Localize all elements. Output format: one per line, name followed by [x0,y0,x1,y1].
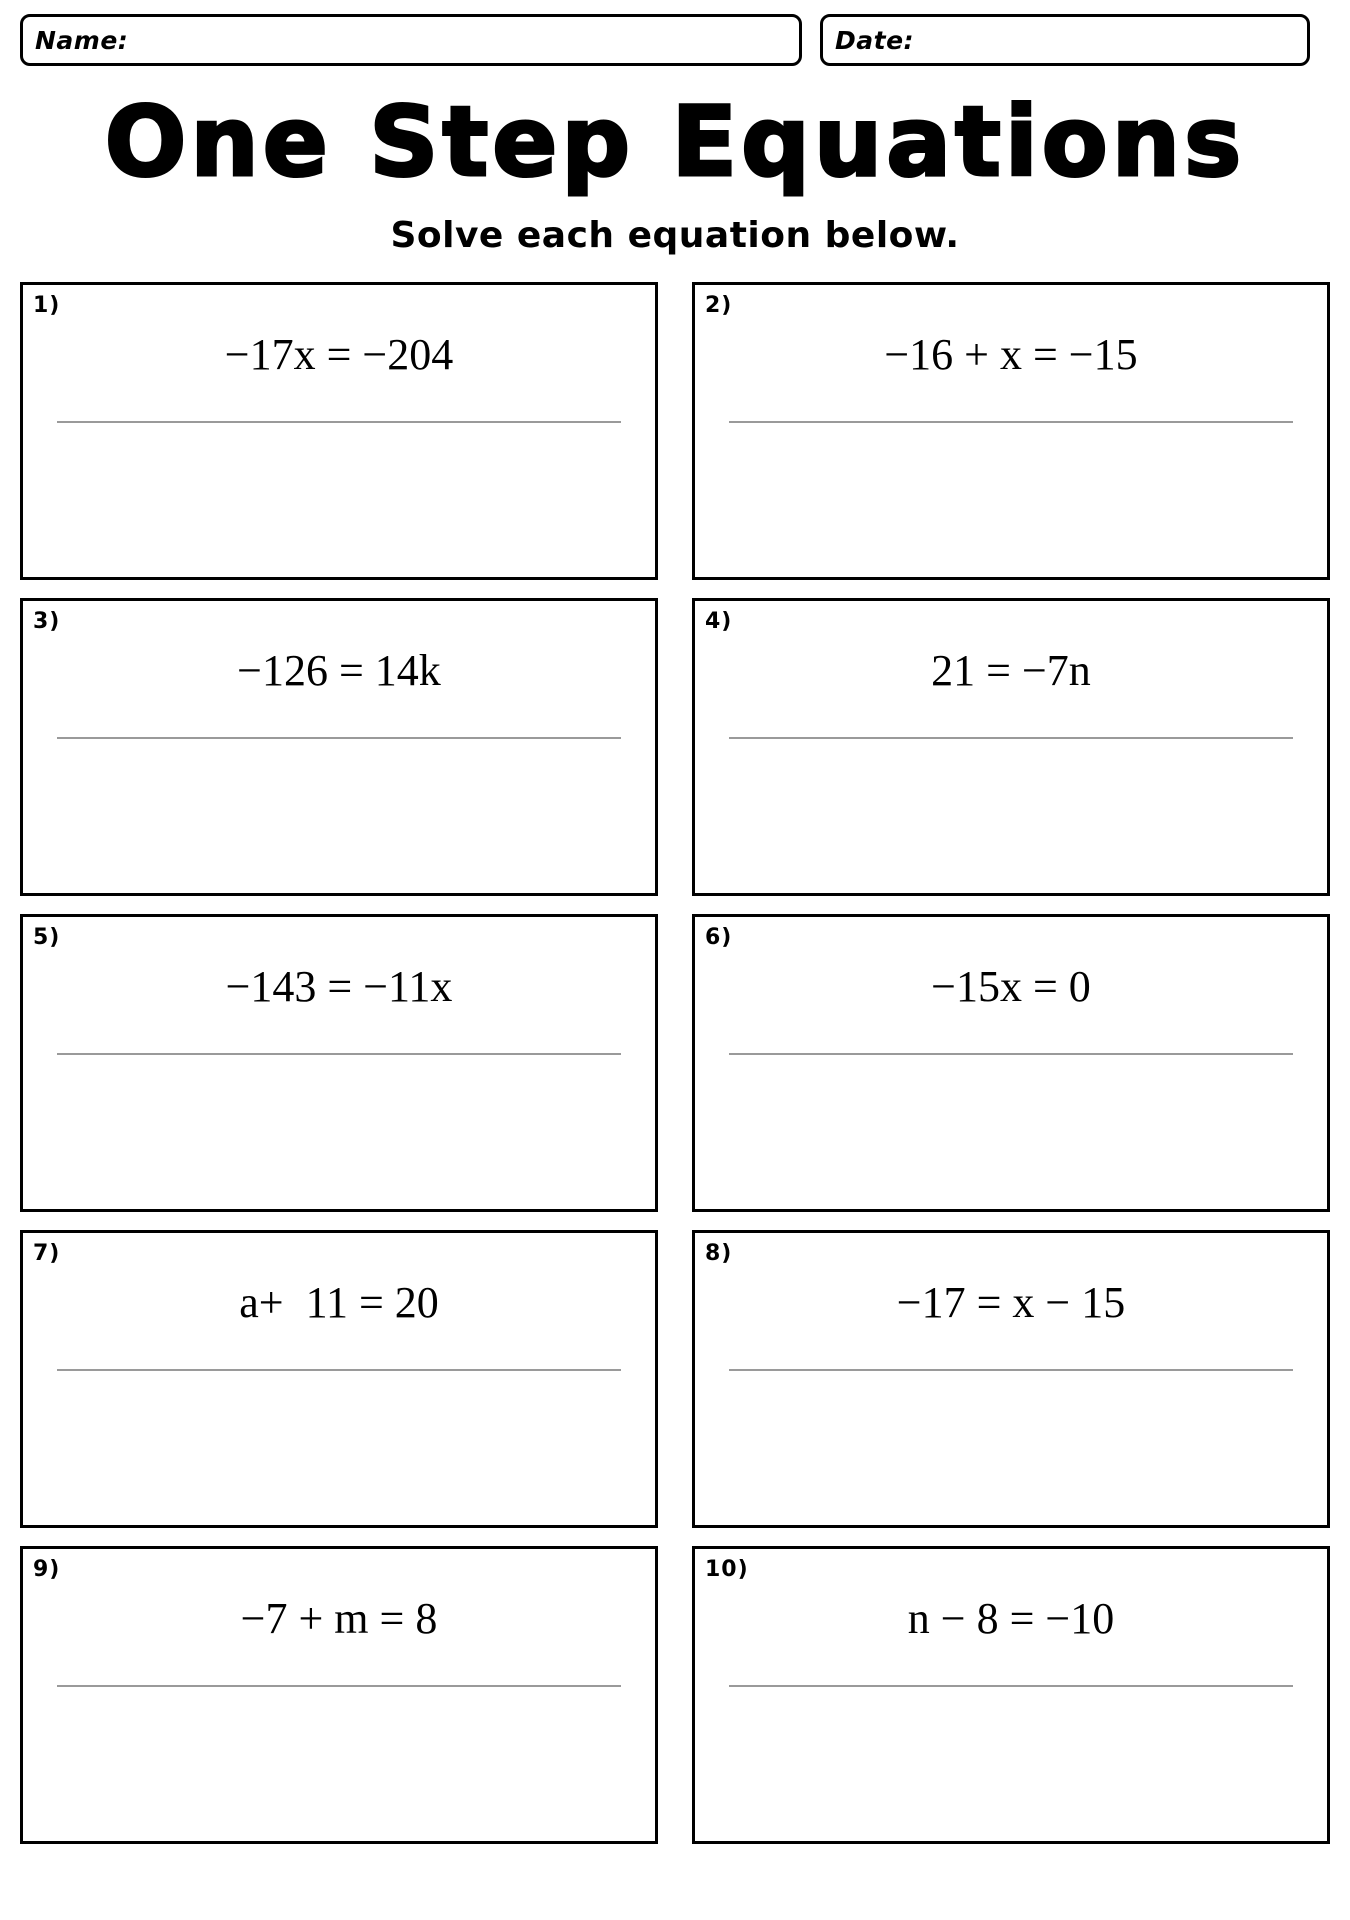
page-title: One Step Equations [104,86,1246,198]
problem-equation: −16 + x = −15 [884,329,1138,379]
answer-line[interactable] [57,1685,621,1687]
problem-number: 9) [33,1556,61,1582]
problem-equation: −15x = 0 [931,961,1091,1011]
problem-grid [20,282,1330,1844]
answer-line[interactable] [57,1053,621,1055]
problem-number: 8) [705,1240,733,1266]
problem-cell [20,1546,658,1844]
answer-line[interactable] [729,737,1293,739]
problem-cell [692,598,1330,896]
answer-line[interactable] [729,1053,1293,1055]
problem-number: 2) [705,292,733,318]
problem-equation: −17x = −204 [224,329,454,379]
problem-equation: −7 + m = 8 [240,1593,438,1643]
problem-equation: n − 8 = −10 [907,1593,1115,1643]
problem-number: 5) [33,924,61,950]
problem-equation: a+ 11 = 20 [239,1277,439,1327]
problem-cell [692,282,1330,580]
problem-equation: −143 = −11x [225,961,453,1011]
problem-cell [20,1230,658,1528]
problem-number: 7) [33,1240,61,1266]
header-fields [20,14,1330,66]
name-label: Name: [35,25,129,55]
problem-number: 1) [33,292,61,318]
date-label: Date: [835,25,915,55]
answer-line[interactable] [729,421,1293,423]
problem-cell [692,1546,1330,1844]
answer-line[interactable] [57,737,621,739]
problem-cell [692,914,1330,1212]
problem-cell [20,914,658,1212]
problem-equation: −126 = 14k [237,645,441,695]
page-subtitle: Solve each equation below. [390,214,960,256]
problem-cell [692,1230,1330,1528]
name-field[interactable] [20,14,802,66]
problem-number: 3) [33,608,61,634]
problem-number: 6) [705,924,733,950]
answer-line[interactable] [729,1685,1293,1687]
problem-number: 4) [705,608,733,634]
answer-line[interactable] [729,1369,1293,1371]
problem-cell [20,282,658,580]
answer-line[interactable] [57,421,621,423]
problem-equation: −17 = x − 15 [896,1277,1126,1327]
problem-equation: 21 = −7n [931,645,1091,695]
problem-number: 10) [705,1556,749,1582]
date-field[interactable] [820,14,1310,66]
problem-cell [20,598,658,896]
answer-line[interactable] [57,1369,621,1371]
